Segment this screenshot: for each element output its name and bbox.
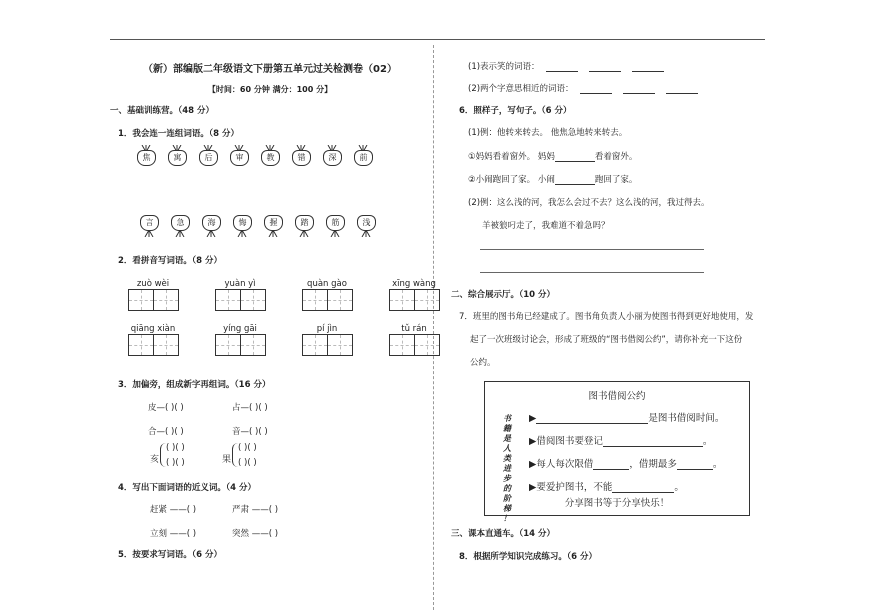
leaf-icon: [174, 230, 186, 237]
radish-word-card[interactable]: [230, 145, 248, 167]
leaf-icon: [360, 230, 372, 237]
word-box: yuàn yì: [215, 279, 266, 311]
radish-char: 后: [199, 150, 218, 166]
question-3: 3．加偏旁，组成新字再组词。（16 分）: [118, 380, 271, 390]
section-1-heading: 一、基础训练营。（48 分）: [110, 106, 215, 116]
answer-blank[interactable]: [612, 492, 674, 493]
word-box: yíng gāi: [215, 324, 266, 356]
write-cell[interactable]: [328, 335, 352, 355]
answer-blank[interactable]: [603, 446, 703, 447]
box-footer: 分享图书等于分享快乐！: [564, 498, 670, 509]
rule-2: ▶借阅图书要登记 。: [529, 436, 713, 447]
arrow-icon: ▶: [529, 459, 537, 470]
radish-word-card[interactable]: [354, 145, 372, 167]
arrow-icon: ▶: [529, 413, 537, 424]
radish-word-card[interactable]: [264, 215, 282, 237]
word-box: tǔ rán: [389, 324, 440, 356]
example-2-prompt: 羊被狼叼走了，我难道不着急吗？: [482, 221, 610, 231]
write-cell[interactable]: [216, 290, 241, 310]
write-cell[interactable]: [154, 335, 178, 355]
leaf-icon: [267, 230, 279, 237]
radish-char: 悔: [233, 215, 252, 231]
example-1: (1)例：他转来转去。 他焦急地转来转去。: [468, 128, 628, 138]
radish-word-card[interactable]: [137, 145, 155, 167]
radish-char: 踏: [295, 215, 314, 231]
radish-word-card[interactable]: [171, 215, 189, 237]
radish-word-card[interactable]: [202, 215, 220, 237]
pinyin-grid-row-1: [128, 279, 436, 311]
sentence-2: ②小闹跑回了家。 小闹 跑回了家。: [468, 175, 638, 185]
write-cell[interactable]: [390, 335, 415, 355]
answer-blank[interactable]: [632, 71, 664, 72]
answer-blank[interactable]: [677, 469, 713, 470]
question-6: 6．照样子，写句子。（6 分）: [459, 106, 572, 116]
radical-row[interactable]: ( )( ): [238, 443, 257, 453]
radish-char: 言: [140, 215, 159, 231]
radical-row[interactable]: ( )( ): [166, 458, 185, 468]
radish-word-card[interactable]: [233, 215, 251, 237]
example-2: (2)例：这么浅的河，我怎么会过不去？这么浅的河，我过得去。: [468, 198, 710, 208]
radical-row[interactable]: ( )( ): [166, 443, 185, 453]
arrow-icon: ▶: [529, 482, 537, 493]
radish-row-top: [137, 145, 397, 167]
synonym-item[interactable]: 赶紧 ——( ): [150, 505, 197, 515]
answer-blank[interactable]: [593, 469, 629, 470]
radish-char: 深: [323, 150, 342, 166]
radical-char: 果: [222, 455, 232, 465]
page-title: （新）部编版二年级语文下册第五单元过关检测卷（02）: [143, 64, 397, 75]
write-cell[interactable]: [241, 290, 265, 310]
radish-char: 焦: [137, 150, 156, 166]
question-7-line-1: 7．班里的图书角已经建成了。图书角负责人小丽为使图书得到更好地使用，发: [459, 312, 754, 322]
radish-word-card[interactable]: [292, 145, 310, 167]
pinyin-grid-row-2: [128, 324, 428, 356]
write-cell[interactable]: [129, 290, 154, 310]
question-5-item-1: (1)表示笑的词语：: [468, 60, 664, 72]
write-cell[interactable]: [303, 335, 328, 355]
answer-blank[interactable]: [623, 93, 655, 94]
radish-word-card[interactable]: [357, 215, 375, 237]
write-cell[interactable]: [328, 290, 352, 310]
write-cell[interactable]: [390, 290, 415, 310]
leaf-icon: [236, 230, 248, 237]
word-box: zuò wèi: [128, 279, 179, 311]
answer-line[interactable]: [480, 249, 704, 250]
answer-blank[interactable]: [580, 93, 612, 94]
question-4: 4．写出下面词语的近义词。（4 分）: [118, 483, 257, 493]
write-cell[interactable]: [415, 335, 439, 355]
synonym-item[interactable]: 立刻 ——( ): [150, 529, 197, 539]
library-rules-box: [484, 381, 750, 523]
radish-word-card[interactable]: [199, 145, 217, 167]
radish-char: 筋: [326, 215, 345, 231]
radish-char: 前: [354, 150, 373, 166]
write-cell[interactable]: [154, 290, 178, 310]
radish-char: 寓: [168, 150, 187, 166]
word-box: quàn gào: [302, 279, 353, 311]
radish-word-card[interactable]: [323, 145, 341, 167]
answer-blank[interactable]: [666, 93, 698, 94]
section-3-heading: 三、课本直通车。（14 分）: [451, 529, 556, 539]
leaf-icon: [143, 230, 155, 237]
radish-word-card[interactable]: [140, 215, 158, 237]
exam-info: 【时间：60 分钟 满分：100 分】: [207, 85, 333, 94]
question-7-line-3: 公约。: [470, 358, 496, 368]
radish-word-card[interactable]: [295, 215, 313, 237]
header-rule: [110, 39, 765, 40]
radical-item[interactable]: 皮—( )( ): [148, 403, 184, 413]
write-cell[interactable]: [303, 290, 328, 310]
write-cell[interactable]: [415, 290, 439, 310]
leaf-icon: [329, 230, 341, 237]
radical-item[interactable]: 合—( )( ): [148, 427, 184, 437]
question-1: 1．我会连一连组词语。（8 分）: [118, 129, 240, 139]
radical-item[interactable]: 占—( )( ): [232, 403, 268, 413]
radish-word-card[interactable]: [261, 145, 279, 167]
answer-blank[interactable]: [536, 423, 648, 424]
rule-4: ▶要爱护图书，不能 。: [529, 482, 684, 493]
word-box: pí jìn: [302, 324, 353, 356]
rule-1: ▶ 是图书借阅时间。: [529, 413, 725, 424]
radish-char: 海: [202, 215, 221, 231]
synonym-item[interactable]: 突然 ——( ): [232, 529, 279, 539]
radish-char: 审: [230, 150, 249, 166]
write-cell[interactable]: [241, 335, 265, 355]
radical-item[interactable]: 音—( )( ): [232, 427, 268, 437]
answer-blank[interactable]: [555, 161, 595, 162]
radical-row[interactable]: ( )( ): [238, 458, 257, 468]
question-8: 8．根据所学知识完成练习。（6 分）: [459, 552, 598, 562]
leaf-icon: [205, 230, 217, 237]
synonym-item[interactable]: 严肃 ——( ): [232, 505, 279, 515]
write-cell[interactable]: [216, 335, 241, 355]
answer-blank[interactable]: [589, 71, 621, 72]
arrow-icon: ▶: [529, 436, 537, 447]
radish-char: 急: [171, 215, 190, 231]
section-2-heading: 二、综合展示厅。（10 分）: [451, 290, 556, 300]
answer-line[interactable]: [480, 272, 704, 273]
leaf-icon: [298, 230, 310, 237]
radish-row-bottom: [140, 215, 400, 237]
radish-word-card[interactable]: [326, 215, 344, 237]
radical-char: 亥: [150, 455, 160, 465]
radish-char: 教: [261, 150, 280, 166]
question-5-item-2: (2)两个字意思相近的词语：: [468, 82, 698, 94]
rule-3: ▶每人每次限借 ，借期最多 。: [529, 459, 723, 470]
radish-char: 错: [292, 150, 311, 166]
radish-char: 握: [264, 215, 283, 231]
answer-blank[interactable]: [555, 184, 595, 185]
write-cell[interactable]: [129, 335, 154, 355]
vertical-slogan: 书 籍 是 人 类 进 步 的 阶 梯 ！: [503, 414, 511, 523]
word-box: qiāng xiàn: [128, 324, 179, 356]
question-2: 2．看拼音写词语。（8 分）: [118, 256, 223, 266]
question-7-line-2: 起了一次班级讨论会，形成了班级的“图书借阅公约”，请你补充一下这份: [470, 335, 743, 345]
box-title: 图书借阅公约: [588, 391, 646, 402]
question-5: 5．按要求写词语。（6 分）: [118, 550, 223, 560]
answer-blank[interactable]: [546, 71, 578, 72]
word-box: xīng wàng: [389, 279, 440, 311]
radish-word-card[interactable]: [168, 145, 186, 167]
radish-char: 浅: [357, 215, 376, 231]
sentence-1: ①妈妈看着窗外。 妈妈 看着窗外。: [468, 152, 638, 162]
